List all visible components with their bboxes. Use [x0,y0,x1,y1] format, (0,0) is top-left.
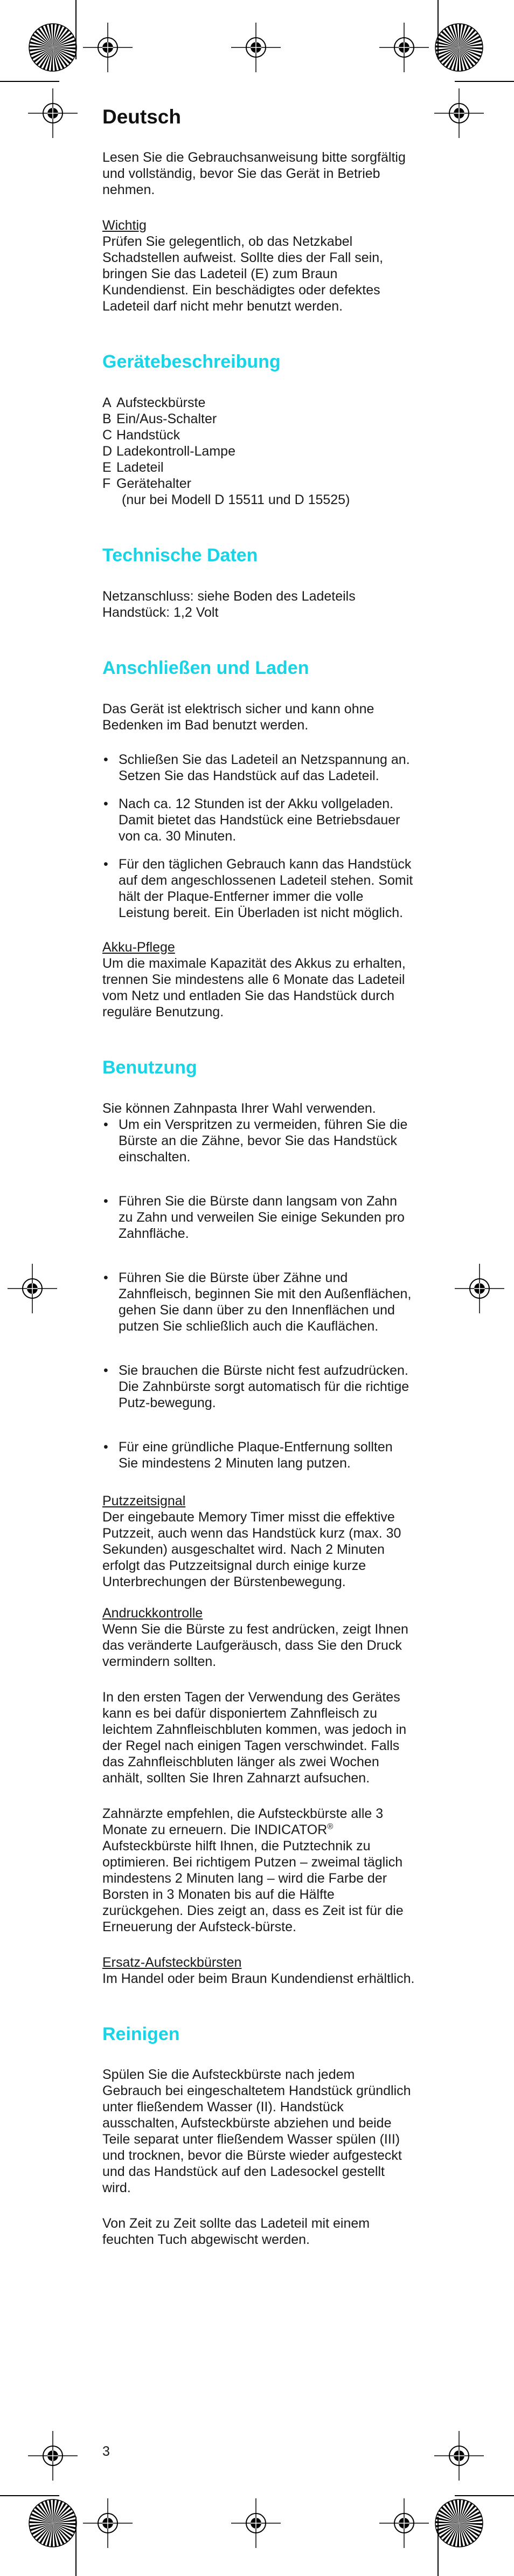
crop-mark [437,2517,439,2576]
parts-list-item [102,459,415,476]
crop-mark [75,0,77,59]
bullet-item: • Führen Sie die Bürste über Zähne und Zahnfleisch, beginnen Sie mit den Außenflächen, gehen Sie dann über zu den Innenflächen und putzen Sie schließlich auch die Kauflächen. [102,1270,415,1334]
cleaning-text-2: Von Zeit zu Zeit sollte das Ladeteil mit einem feuchten Tuch abgewischt werden. [102,2216,370,2248]
charging-bullets [102,752,415,921]
care-label: Akku-Pflege [102,939,175,955]
cleaning-text-1: Spülen Sie die Aufsteckbürste nach jedem Gebrauch bei eingeschaltetem Handstück gründlich unter fließendem Wasser (II). Handstück ausschalten, Aufsteckbürste abziehen und beide Teile separat unter fließendem Wasser spülen (III) und trocknen, bevor die Bürste wieder aufgesteckt und das Handstück auf den Ladesockel gestellt wird. [102,2067,411,2196]
parts-list-item [102,395,415,411]
part-text: Ladekontroll-Lampe [116,444,235,459]
section-heading-usage: Benutzung [102,1057,197,1078]
part-text: Aufsteckbürste [116,395,206,411]
parts-list [102,395,415,508]
bullet-item: • Schließen Sie das Ladeteil an Netzspannung an. Setzen Sie das Handstück auf das Ladeteil. [102,752,415,784]
warning-text: Prüfen Sie gelegentlich, ob das Netzkabel Schadstellen aufweist. Sollte dies der Fall sein, bringen Sie das Ladeteil (E) zum Braun Kundendienst. Ein beschädigtes oder defektes Ladeteil darf nicht mehr benutzt werden. [102,234,384,314]
spare-label: Ersatz-Aufsteckbürsten [102,1954,242,1970]
page-number: 3 [102,2444,110,2459]
gums-text: In den ersten Tagen der Verwendung des Gerätes kann es bei dafür disponiertem Zahnfleisch zu leichtem Zahnfleischbluten kommen, was jedoch in der Regel nach einigen Tagen verschwindet. Falls das Zahnfleischbluten länger als zwei Wochen anhält, sollten Sie Ihren Zahnarzt aufsuchen. [102,1689,407,1786]
registration-mark-icon [379,23,429,72]
usage-intro: Sie können Zahnpasta Ihrer Wahl verwenden. [102,1100,376,1116]
section-heading-technical: Technische Daten [102,545,258,566]
part-key: F [102,476,111,492]
registration-mark-icon [231,23,281,72]
crop-mark [455,81,514,82]
timer-text: Der eingebaute Memory Timer misst die effektive Putzzeit, auch wenn das Handstück kurz (max. 30 Sekunden) ausgeschaltet wird. Nach 2 Minuten erfolgt das Putzzeitsignal durch einige kurze Unterbrechungen der Bürstenbewegung. [102,1509,401,1589]
registration-mark-icon [379,2498,429,2548]
bullet-item: • Nach ca. 12 Stunden ist der Akku vollgeladen. Damit bietet das Handstück eine Betriebsdauer von ca. 30 Minuten. [102,796,415,844]
warning-label: Wichtig [102,218,147,233]
section-heading-description: Gerätebeschreibung [102,352,281,373]
part-text: Ladeteil [116,460,164,476]
bullet-item: • Für eine gründliche Plaque-Entfernung sollten Sie mindestens 2 Minuten lang putzen. [102,1439,415,1471]
star-target-icon [435,2499,483,2547]
part-key: C [102,428,113,443]
registration-mark-icon [231,2498,281,2548]
pressure-text: Wenn Sie die Bürste zu fest andrücken, zeigt Ihnen das veränderte Laufgeräusch, dass Sie den Druck vermindern sollten. [102,1621,408,1669]
parts-list-item [102,476,415,492]
care-text: Um die maximale Kapazität des Akkus zu erhalten, trennen Sie mindestens alle 6 Monate das Ladeteil vom Netz und entladen Sie das Handstück durch reguläre Benutzung. [102,955,406,1020]
part-text: Ein/Aus-Schalter [116,411,217,427]
parts-list-item [102,443,415,459]
section-heading-cleaning: Reinigen [102,2023,180,2044]
timer-label: Putzzeitsignal [102,1493,186,1509]
registration-mark-icon [434,88,484,138]
registration-mark-icon [8,1264,57,1313]
page-title: Deutsch [102,106,181,128]
indicator-text [102,1806,415,1935]
part-key: D [102,444,113,459]
parts-list-item [102,411,415,427]
pressure-label: Andruckkontrolle [102,1605,203,1621]
crop-mark [437,0,439,59]
tech-line-power: Netzanschluss: siehe Boden des Ladeteils [102,588,356,604]
crop-mark [0,2495,59,2496]
usage-bullets [102,1117,415,1471]
bullet-item: • Führen Sie die Bürste dann langsam von Zahn zu Zahn und verweilen Sie einige Sekunden pro Zahnfläche. [102,1193,415,1242]
star-target-icon [29,2499,77,2547]
star-target-icon [29,24,77,71]
indicator-text-a: Zahnärzte empfehlen, die Aufsteckbürste alle 3 Monate zu erneuern. Die INDICATOR [102,1806,384,1837]
registration-mark-icon [83,2498,133,2548]
registration-mark-icon [28,2431,78,2481]
part-key: E [102,460,112,476]
part-key: B [102,411,112,427]
registration-mark-icon [434,2431,484,2481]
intro-text: Lesen Sie die Gebrauchsanweisung bitte sorgfältig und vollständig, bevor Sie das Gerät in Betrieb nehmen. [102,150,406,198]
part-text: Handstück [116,428,180,443]
part-text: Gerätehalter [116,476,191,492]
section-heading-charging: Anschließen und Laden [102,657,309,678]
bullet-item: • Für den täglichen Gebrauch kann das Handstück auf dem angeschlossenen Ladeteil stehen. Somit hält der Plaque-Entferner immer die volle Leistung bereit. Ein Überladen ist nicht möglich. [102,856,415,921]
indicator-text-b: Aufsteckbürste hilft Ihnen, die Putztechnik zu optimieren. Bei richtigem Putzen – zweimal täglich mindestens 2 Minuten lang – wird die Farbe der Borsten in 3 Monaten bis auf die Hälfte zurückgehen. Dies zeigt an, dass es Zeit ist für die Erneuerung der Aufsteck-bürste. [102,1838,404,1934]
star-target-icon [435,24,483,71]
bullet-item: • Um ein Verspritzen zu vermeiden, führen Sie die Bürste an die Zähne, bevor Sie das Handstück einschalten. [102,1117,415,1165]
crop-mark [0,81,59,82]
registered-mark: ® [327,1822,334,1831]
registration-mark-icon [83,23,133,72]
registration-mark-icon [455,1264,504,1313]
part-key: A [102,395,112,411]
crop-mark [455,2495,514,2496]
charging-intro: Das Gerät ist elektrisch sicher und kann ohne Bedenken im Bad benutzt werden. [102,701,374,733]
parts-list-item [102,427,415,443]
bullet-item: • Sie brauchen die Bürste nicht fest aufzudrücken. Die Zahnbürste sorgt automatisch für die richtige Putz-bewegung. [102,1362,415,1411]
manual-page [102,105,415,2248]
spare-text: Im Handel oder beim Braun Kundendienst erhältlich. [102,1971,415,1986]
parts-list-note: (nur bei Modell D 15511 und D 15525) [122,492,350,508]
registration-mark-icon [28,88,78,138]
tech-line-handle: Handstück: 1,2 Volt [102,604,219,620]
crop-mark [75,2517,77,2576]
